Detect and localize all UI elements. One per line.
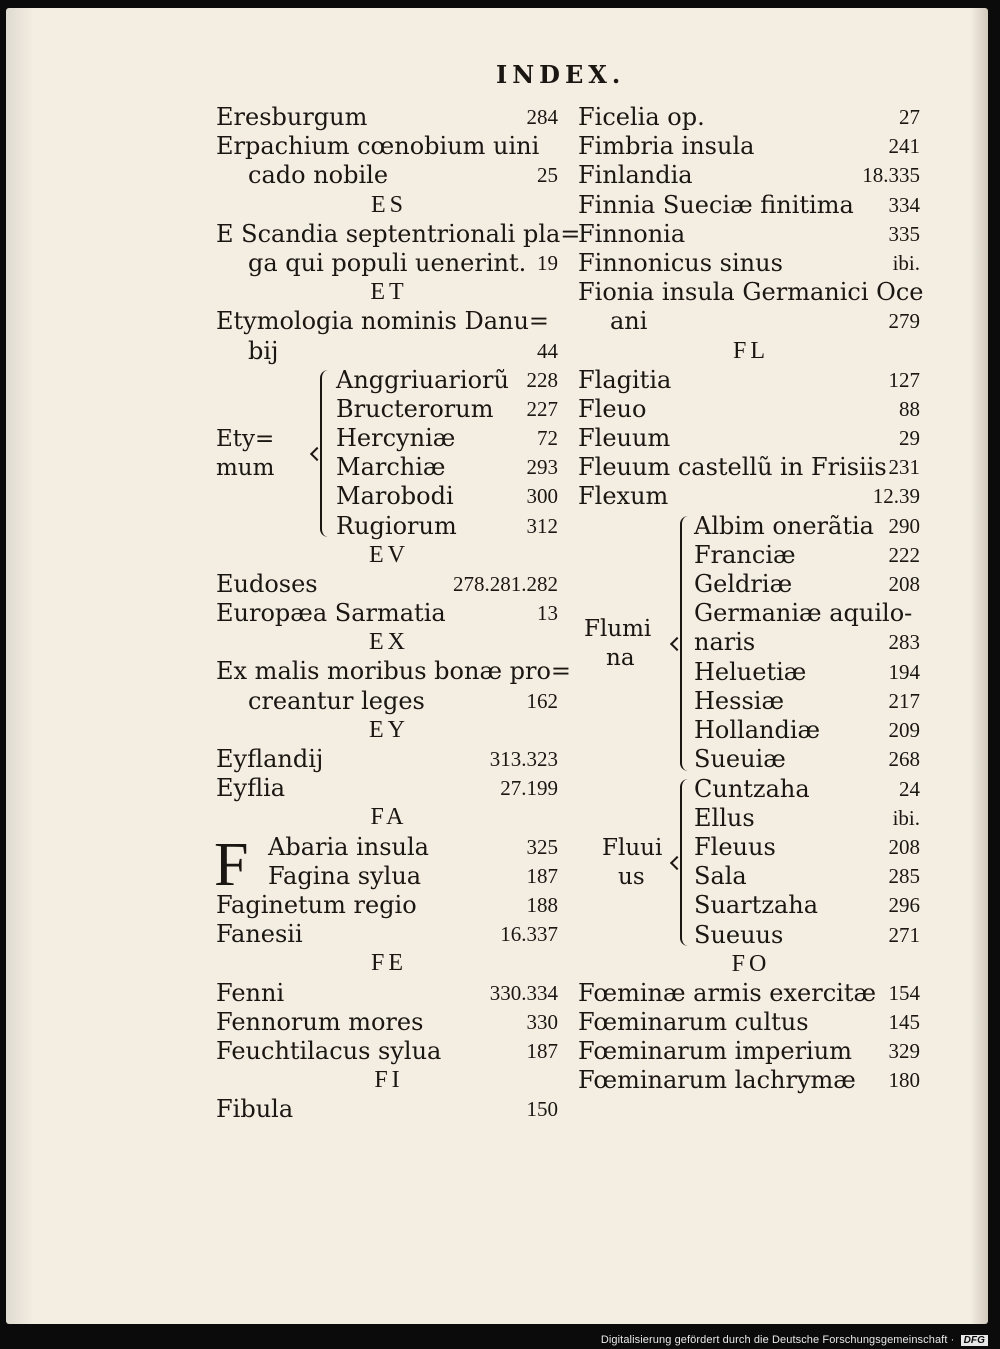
entry-term: Finnonicus sinus [578, 248, 783, 277]
entry-term: Franciæ [694, 540, 796, 569]
index-entry [694, 862, 924, 891]
index-entry [336, 482, 562, 511]
entry-term: Ficelia op. [578, 103, 705, 131]
section-heading: EX [369, 629, 409, 656]
index-entry [694, 804, 924, 833]
entry-term: Fanesii [216, 920, 303, 949]
entry-page-ref: 329 [888, 1039, 920, 1064]
entry-page-ref: 330.334 [489, 980, 558, 1005]
index-entry [216, 249, 562, 278]
entry-term: Fagina sylua [268, 861, 422, 890]
entry-term: Finnonia [578, 219, 686, 248]
index-entry [578, 161, 924, 190]
index-entry [216, 774, 562, 803]
entry-page-ref: 271 [888, 922, 920, 947]
index-entry [336, 366, 562, 395]
entry-page-ref: 150 [526, 1097, 558, 1122]
index-entry [216, 920, 562, 949]
entry-term: Eresburgum [216, 103, 368, 131]
entry-term: Hercyniæ [336, 424, 456, 453]
entry-term: Albim onerãtia [694, 511, 874, 540]
entry-page-ref: 27 [899, 105, 920, 129]
index-entry [216, 307, 562, 336]
index-entry [578, 979, 924, 1008]
index-entry [578, 307, 924, 336]
entry-term: bij [248, 336, 279, 365]
entry-page-ref: 312 [526, 513, 558, 538]
entry-term: Flexum [578, 482, 669, 511]
index-entry [216, 979, 562, 1008]
entry-term: Suartzaha [694, 891, 819, 920]
index-entry [216, 337, 562, 366]
entry-term: Fleuus [694, 833, 776, 861]
entry-term: cado nobile [248, 161, 389, 190]
index-entry [578, 424, 924, 453]
entry-page-ref: 241 [888, 134, 920, 159]
entry-page-ref: 300 [526, 484, 558, 509]
entry-page-ref: 208 [888, 835, 920, 859]
index-entry [578, 1008, 924, 1037]
index-entry [216, 599, 562, 628]
entry-term: Fœminarum lachrymæ [578, 1066, 856, 1095]
entry-page-ref: 285 [888, 864, 920, 889]
entry-term: Hollandiæ [694, 715, 821, 744]
entry-page-ref: 25 [537, 163, 558, 188]
index-entry [578, 249, 924, 278]
entry-term: Fionia insula Germanici Oce [578, 278, 924, 307]
entry-page-ref: 268 [888, 747, 920, 772]
section-heading: ET [370, 279, 408, 306]
entry-term: Eyflia [216, 774, 286, 803]
entry-term: Flagitia [578, 365, 672, 394]
entry-page-ref: 72 [537, 426, 558, 451]
entry-page-ref: 209 [888, 717, 920, 742]
entry-term: Fibula [216, 1095, 294, 1124]
entry-page-ref: 334 [888, 192, 920, 217]
entry-term: Fleuo [578, 394, 647, 423]
drop-capital: F [214, 830, 249, 899]
entry-term: Sala [694, 862, 747, 891]
entry-term: E Scandia septentrionali pla= [216, 219, 581, 248]
entry-page-ref: 127 [888, 367, 920, 392]
index-entry [578, 482, 924, 511]
entry-page-ref: 16.337 [500, 922, 558, 947]
index-entry [216, 833, 562, 862]
entry-term: Sueuus [694, 920, 784, 949]
entry-term: Rugiorum [336, 511, 457, 540]
entry-page-ref: 180 [888, 1068, 920, 1093]
entry-page-ref: 283 [888, 630, 920, 655]
index-entry [694, 628, 924, 657]
entry-page-ref: 290 [888, 513, 920, 538]
entry-term: Hessiæ [694, 686, 784, 715]
index-entry [578, 132, 924, 161]
index-entry [578, 220, 924, 249]
digitization-credit: Digitalisierung gefördert durch die Deutsche Forschungsgemeinschaft · DFG [601, 1334, 988, 1346]
entry-term: Europæa Sarmatia [216, 599, 446, 628]
index-entry [694, 541, 924, 570]
entry-page-ref: ibi. [892, 250, 920, 275]
entry-term: Sueuiæ [694, 745, 786, 774]
entry-page-ref: 228 [526, 367, 558, 392]
index-entry [216, 570, 562, 599]
group-label: Ety= mum [216, 425, 275, 481]
entry-page-ref: 19 [537, 250, 558, 275]
entry-term: Fœminæ armis exercitæ [578, 978, 877, 1007]
index-entry [694, 891, 924, 920]
index-entry [336, 453, 562, 482]
entry-term: Feuchtilacus sylua [216, 1036, 442, 1065]
entry-term: Ellus [694, 803, 755, 832]
curly-brace [320, 370, 336, 537]
flumina-group [578, 512, 924, 775]
index-entry [216, 103, 562, 132]
entry-term: Fimbria insula [578, 132, 755, 161]
entry-term: creantur leges [248, 686, 425, 715]
running-head: INDEX. [496, 60, 626, 89]
entry-term: Eyflandij [216, 745, 324, 773]
entry-term: Abaria insula [268, 832, 429, 861]
entry-term: Finlandia [578, 161, 693, 190]
entry-term: Eudoses [216, 569, 318, 598]
entry-page-ref: 330 [526, 1009, 558, 1034]
index-entry [694, 599, 924, 628]
index-entry [694, 687, 924, 716]
entry-page-ref: 335 [888, 221, 920, 246]
entry-term: Anggriuariorũ [336, 365, 509, 394]
entry-term: Fleuum [578, 424, 671, 453]
fa-block [214, 830, 562, 950]
entry-page-ref: 293 [526, 455, 558, 480]
entry-term: Cuntzaha [694, 774, 810, 803]
entry-page-ref: 313.323 [489, 747, 558, 771]
index-entry [216, 891, 562, 920]
entry-page-ref: 284 [526, 105, 558, 129]
entry-page-ref: 279 [888, 309, 920, 334]
entry-term: Heluetiæ [694, 657, 807, 686]
index-entry [578, 1037, 924, 1066]
index-entry [216, 1037, 562, 1066]
entry-page-ref: 231 [888, 455, 920, 480]
entry-page-ref: 88 [899, 396, 920, 421]
index-entry [216, 657, 572, 686]
index-entry [694, 833, 924, 862]
section-heading: FL [732, 337, 769, 364]
fluuius-group [578, 775, 924, 950]
index-entry [694, 921, 924, 950]
index-entry [336, 512, 562, 541]
right-index-column [578, 103, 924, 1096]
section-heading: FA [370, 804, 408, 831]
entry-page-ref: 154 [888, 980, 920, 1005]
entry-page-ref: 278.281.282 [453, 571, 558, 596]
entry-page-ref: 145 [888, 1010, 920, 1034]
entry-term: Germaniæ aquilo- [694, 599, 913, 628]
entry-page-ref: 44 [537, 338, 558, 363]
entry-page-ref: 12.39 [872, 484, 920, 509]
group-label: Fluui us [602, 834, 663, 890]
entry-term: Geldriæ [694, 570, 793, 598]
index-entry [216, 687, 562, 716]
entry-term: Erpachium cœnobium uini [216, 132, 540, 161]
entry-term: Fœminarum cultus [578, 1008, 809, 1036]
entry-page-ref: 29 [899, 426, 920, 451]
section-heading: ES [370, 191, 407, 218]
index-entry [578, 278, 924, 307]
entry-page-ref: 222 [888, 542, 920, 567]
entry-term: Fœminarum imperium [578, 1037, 852, 1066]
section-heading: FI [374, 1067, 404, 1094]
dfg-logo: DFG [961, 1335, 988, 1346]
entry-page-ref: 27.199 [500, 776, 558, 801]
section-heading: EY [369, 716, 409, 743]
index-entry [578, 395, 924, 424]
entry-term: Marobodi [336, 482, 454, 511]
entry-term: naris [694, 628, 756, 657]
section-heading: EV [369, 541, 409, 568]
entry-page-ref: 187 [526, 863, 558, 888]
index-entry [578, 191, 924, 220]
entry-term: Ex malis moribus bonæ pro= [216, 657, 572, 686]
index-entry [694, 775, 924, 804]
index-entry [216, 132, 562, 161]
index-entry [216, 1095, 562, 1124]
index-entry [216, 161, 562, 190]
entry-page-ref: ibi. [892, 805, 920, 830]
entry-term: ga qui populi uenerint. [248, 248, 527, 277]
left-index-column [214, 103, 581, 1124]
index-entry [216, 745, 562, 774]
entry-page-ref: 13 [537, 601, 558, 626]
entry-term: Fenni [216, 978, 285, 1007]
entry-term: Etymologia nominis Danu= [216, 307, 550, 336]
index-entry [216, 219, 581, 249]
index-entry [578, 366, 924, 395]
index-entry [694, 512, 924, 541]
index-entry [694, 745, 924, 774]
entry-page-ref: 325 [526, 834, 558, 859]
index-entry [578, 453, 924, 482]
index-entry [694, 716, 924, 745]
entry-term: ani [610, 307, 648, 336]
section-heading: FO [731, 950, 771, 977]
entry-page-ref: 296 [888, 893, 920, 918]
index-entry [694, 658, 924, 687]
entry-page-ref: 194 [888, 659, 920, 684]
book-page [6, 8, 988, 1324]
etymum-group [216, 366, 562, 541]
entry-page-ref: 24 [899, 776, 920, 801]
entry-page-ref: 217 [888, 688, 920, 713]
index-entry [578, 1066, 924, 1095]
index-entry [216, 1008, 562, 1037]
section-heading: FE [370, 950, 407, 977]
entry-page-ref: 162 [526, 688, 558, 713]
index-entry [578, 103, 924, 132]
entry-term: Faginetum regio [216, 890, 417, 919]
group-label: Flumi na [584, 615, 652, 671]
entry-term: Marchiæ [336, 453, 446, 482]
entry-term: Finnia Sueciæ finitima [578, 190, 854, 219]
index-entry [336, 424, 562, 453]
entry-page-ref: 18.335 [862, 163, 920, 188]
entry-term: Fleuum castellũ in Frisiis [578, 453, 887, 482]
index-entry [336, 395, 562, 424]
entry-page-ref: 208 [888, 572, 920, 596]
entry-term: Bructerorum [336, 394, 494, 423]
entry-term: Fennorum mores [216, 1007, 424, 1036]
entry-page-ref: 188 [526, 892, 558, 917]
index-entry [694, 570, 924, 599]
entry-page-ref: 227 [526, 396, 558, 421]
entry-page-ref: 187 [526, 1038, 558, 1063]
index-entry [216, 862, 562, 891]
